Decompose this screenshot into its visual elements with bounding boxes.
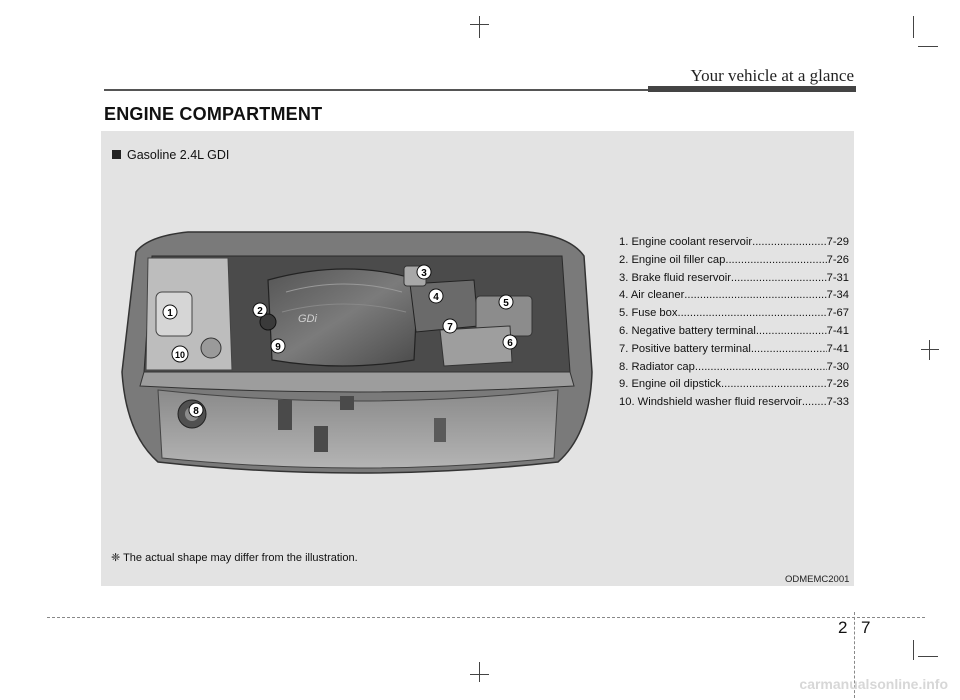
crop-mark-bottom-center-h <box>470 674 489 675</box>
legend-item-page: 7-67 <box>826 307 849 320</box>
legend-item-page: 7-26 <box>826 378 849 391</box>
crop-mark-top-center <box>479 16 480 38</box>
crop-mark-top-right-h <box>918 46 938 47</box>
callout-9 <box>271 339 285 353</box>
engine-cover-badge: GDi <box>298 313 317 325</box>
callout-4 <box>429 289 443 303</box>
legend-item-page: 7-41 <box>826 324 849 337</box>
callout-7 <box>443 319 457 333</box>
watermark-brand: carmanualsonline.info <box>799 676 948 692</box>
svg-text:5: 5 <box>503 298 509 309</box>
svg-text:9: 9 <box>275 342 281 353</box>
legend-item <box>619 359 849 377</box>
crop-mark-top-center-h <box>470 24 489 25</box>
svg-text:6: 6 <box>507 338 513 349</box>
legend-item-page: 7-31 <box>826 271 849 284</box>
crop-mark-bottom-center <box>479 662 480 682</box>
section-title: ENGINE COMPARTMENT <box>104 104 323 124</box>
legend-item-label: 9. Engine oil dipstick <box>619 378 721 391</box>
legend-item <box>619 305 849 323</box>
engine-variant-text: Gasoline 2.4L GDI <box>127 148 230 162</box>
legend-item <box>619 376 849 394</box>
legend-item <box>619 287 849 305</box>
legend-item-label: 6. Negative battery terminal <box>619 324 756 337</box>
crop-mark-bottom-right <box>913 640 914 660</box>
crop-mark-top-right <box>913 16 914 38</box>
legend-item-label: 3. Brake fluid reservoir <box>619 271 731 284</box>
callout-6 <box>503 335 517 349</box>
callout-1 <box>163 305 177 319</box>
legend-item-page: 7-26 <box>826 253 849 266</box>
legend-item-label: 4. Air cleaner <box>619 289 685 302</box>
legend-item <box>619 234 849 252</box>
legend-item-label: 8. Radiator cap <box>619 360 695 373</box>
footer-dashed-rule <box>47 617 925 618</box>
illustration-code: ODMEMC2001 <box>785 574 850 585</box>
legend-item-label: 5. Fuse box <box>619 307 678 320</box>
engine-variant-label <box>112 148 229 162</box>
svg-text:4: 4 <box>433 292 439 303</box>
svg-text:10: 10 <box>174 350 186 360</box>
callout-3 <box>417 265 431 279</box>
crop-mark-bottom-right-h <box>918 656 938 657</box>
legend-item <box>619 341 849 359</box>
component-legend <box>619 234 849 412</box>
legend-item <box>619 270 849 288</box>
square-bullet-icon <box>112 150 121 159</box>
callout-2 <box>253 303 267 317</box>
chapter-header-title: Your vehicle at a glance <box>690 66 854 85</box>
svg-text:3: 3 <box>421 268 427 279</box>
legend-item <box>619 394 849 412</box>
legend-item-label: 7. Positive battery terminal <box>619 342 751 355</box>
legend-item-page: 7-34 <box>826 289 849 302</box>
legend-item <box>619 323 849 341</box>
legend-item <box>619 252 849 270</box>
svg-text:2: 2 <box>257 306 263 317</box>
legend-item-page: 7-29 <box>826 236 849 248</box>
page-chapter-number: 2 <box>838 618 848 637</box>
svg-text:1: 1 <box>167 308 173 319</box>
illustration-note: ❈ The actual shape may differ from the illustration. <box>111 552 358 564</box>
legend-item-page: 7-41 <box>826 342 849 355</box>
legend-item-page: 7-33 <box>826 396 849 409</box>
header-accent-bar <box>648 86 856 92</box>
callout-5 <box>499 295 513 309</box>
legend-item-page: 7-30 <box>826 360 849 373</box>
crop-mark-right-middle <box>929 340 930 360</box>
page-number: 7 <box>861 618 871 637</box>
svg-text:7: 7 <box>447 322 453 333</box>
callout-10 <box>172 346 188 362</box>
crop-mark-right-middle-h <box>921 349 939 350</box>
legend-item-label: 1. Engine coolant reservoir <box>619 236 753 248</box>
legend-item-label: 10. Windshield washer fluid reservoir <box>619 396 802 409</box>
callout-8 <box>189 403 203 417</box>
engine-compartment-illustration <box>118 222 596 478</box>
svg-text:8: 8 <box>193 406 199 417</box>
legend-item-label: 2. Engine oil filler cap <box>619 253 726 266</box>
